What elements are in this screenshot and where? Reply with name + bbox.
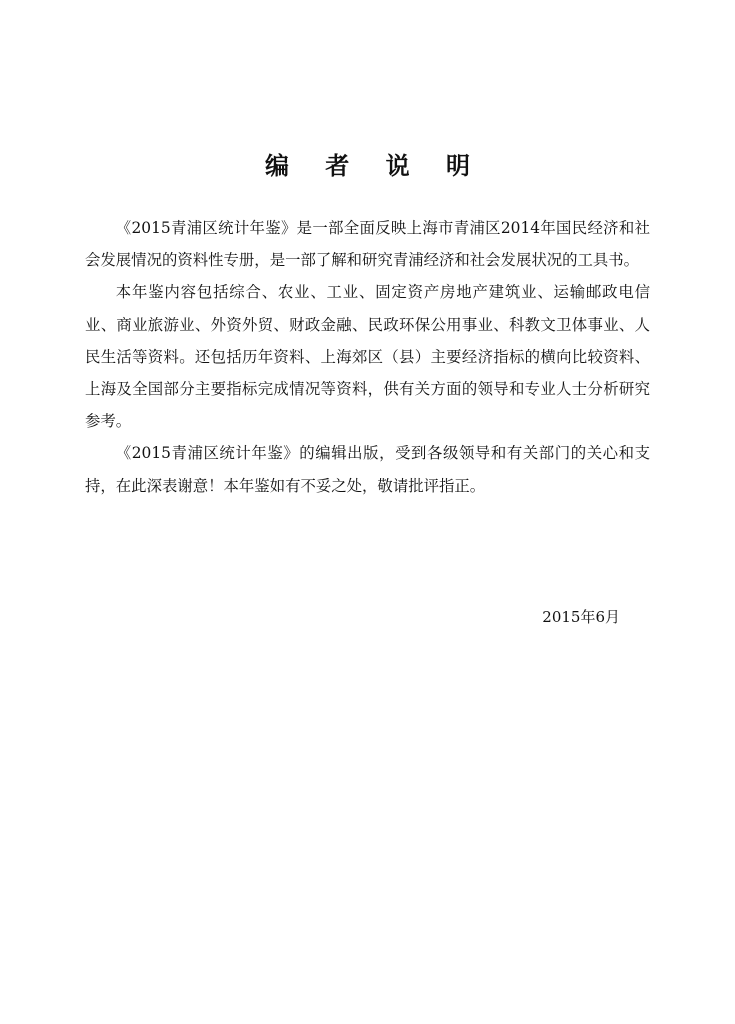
publication-date: 2015年6月 — [542, 608, 620, 626]
paragraph-intro: 《2015青浦区统计年鉴》是一部全面反映上海市青浦区2014年国民经济和社会发展情况的资料性专册，是一部了解和研究青浦经济和社会发展状况的工具书。 — [85, 219, 650, 270]
page-title: 编 者 说 明 — [264, 151, 485, 180]
body-text — [85, 212, 650, 502]
paragraph-acknowledgement: 《2015青浦区统计年鉴》的编辑出版，受到各级领导和有关部门的关心和支持，在此深表谢意！本年鉴如有不妥之处，敬请批评指正。 — [85, 444, 650, 495]
paragraph-contents: 本年鉴内容包括综合、农业、工业、固定资产房地产建筑业、运输邮政电信业、商业旅游业、外资外贸、财政金融、民政环保公用事业、科教文卫体事业、人民生活等资料。还包括历年资料、上海郊区（县）主要经济指标的横向比较资料、上海及全国部分主要指标完成情况等资料，供有关方面的领导和专业人士分析研究参考。 — [85, 283, 650, 431]
